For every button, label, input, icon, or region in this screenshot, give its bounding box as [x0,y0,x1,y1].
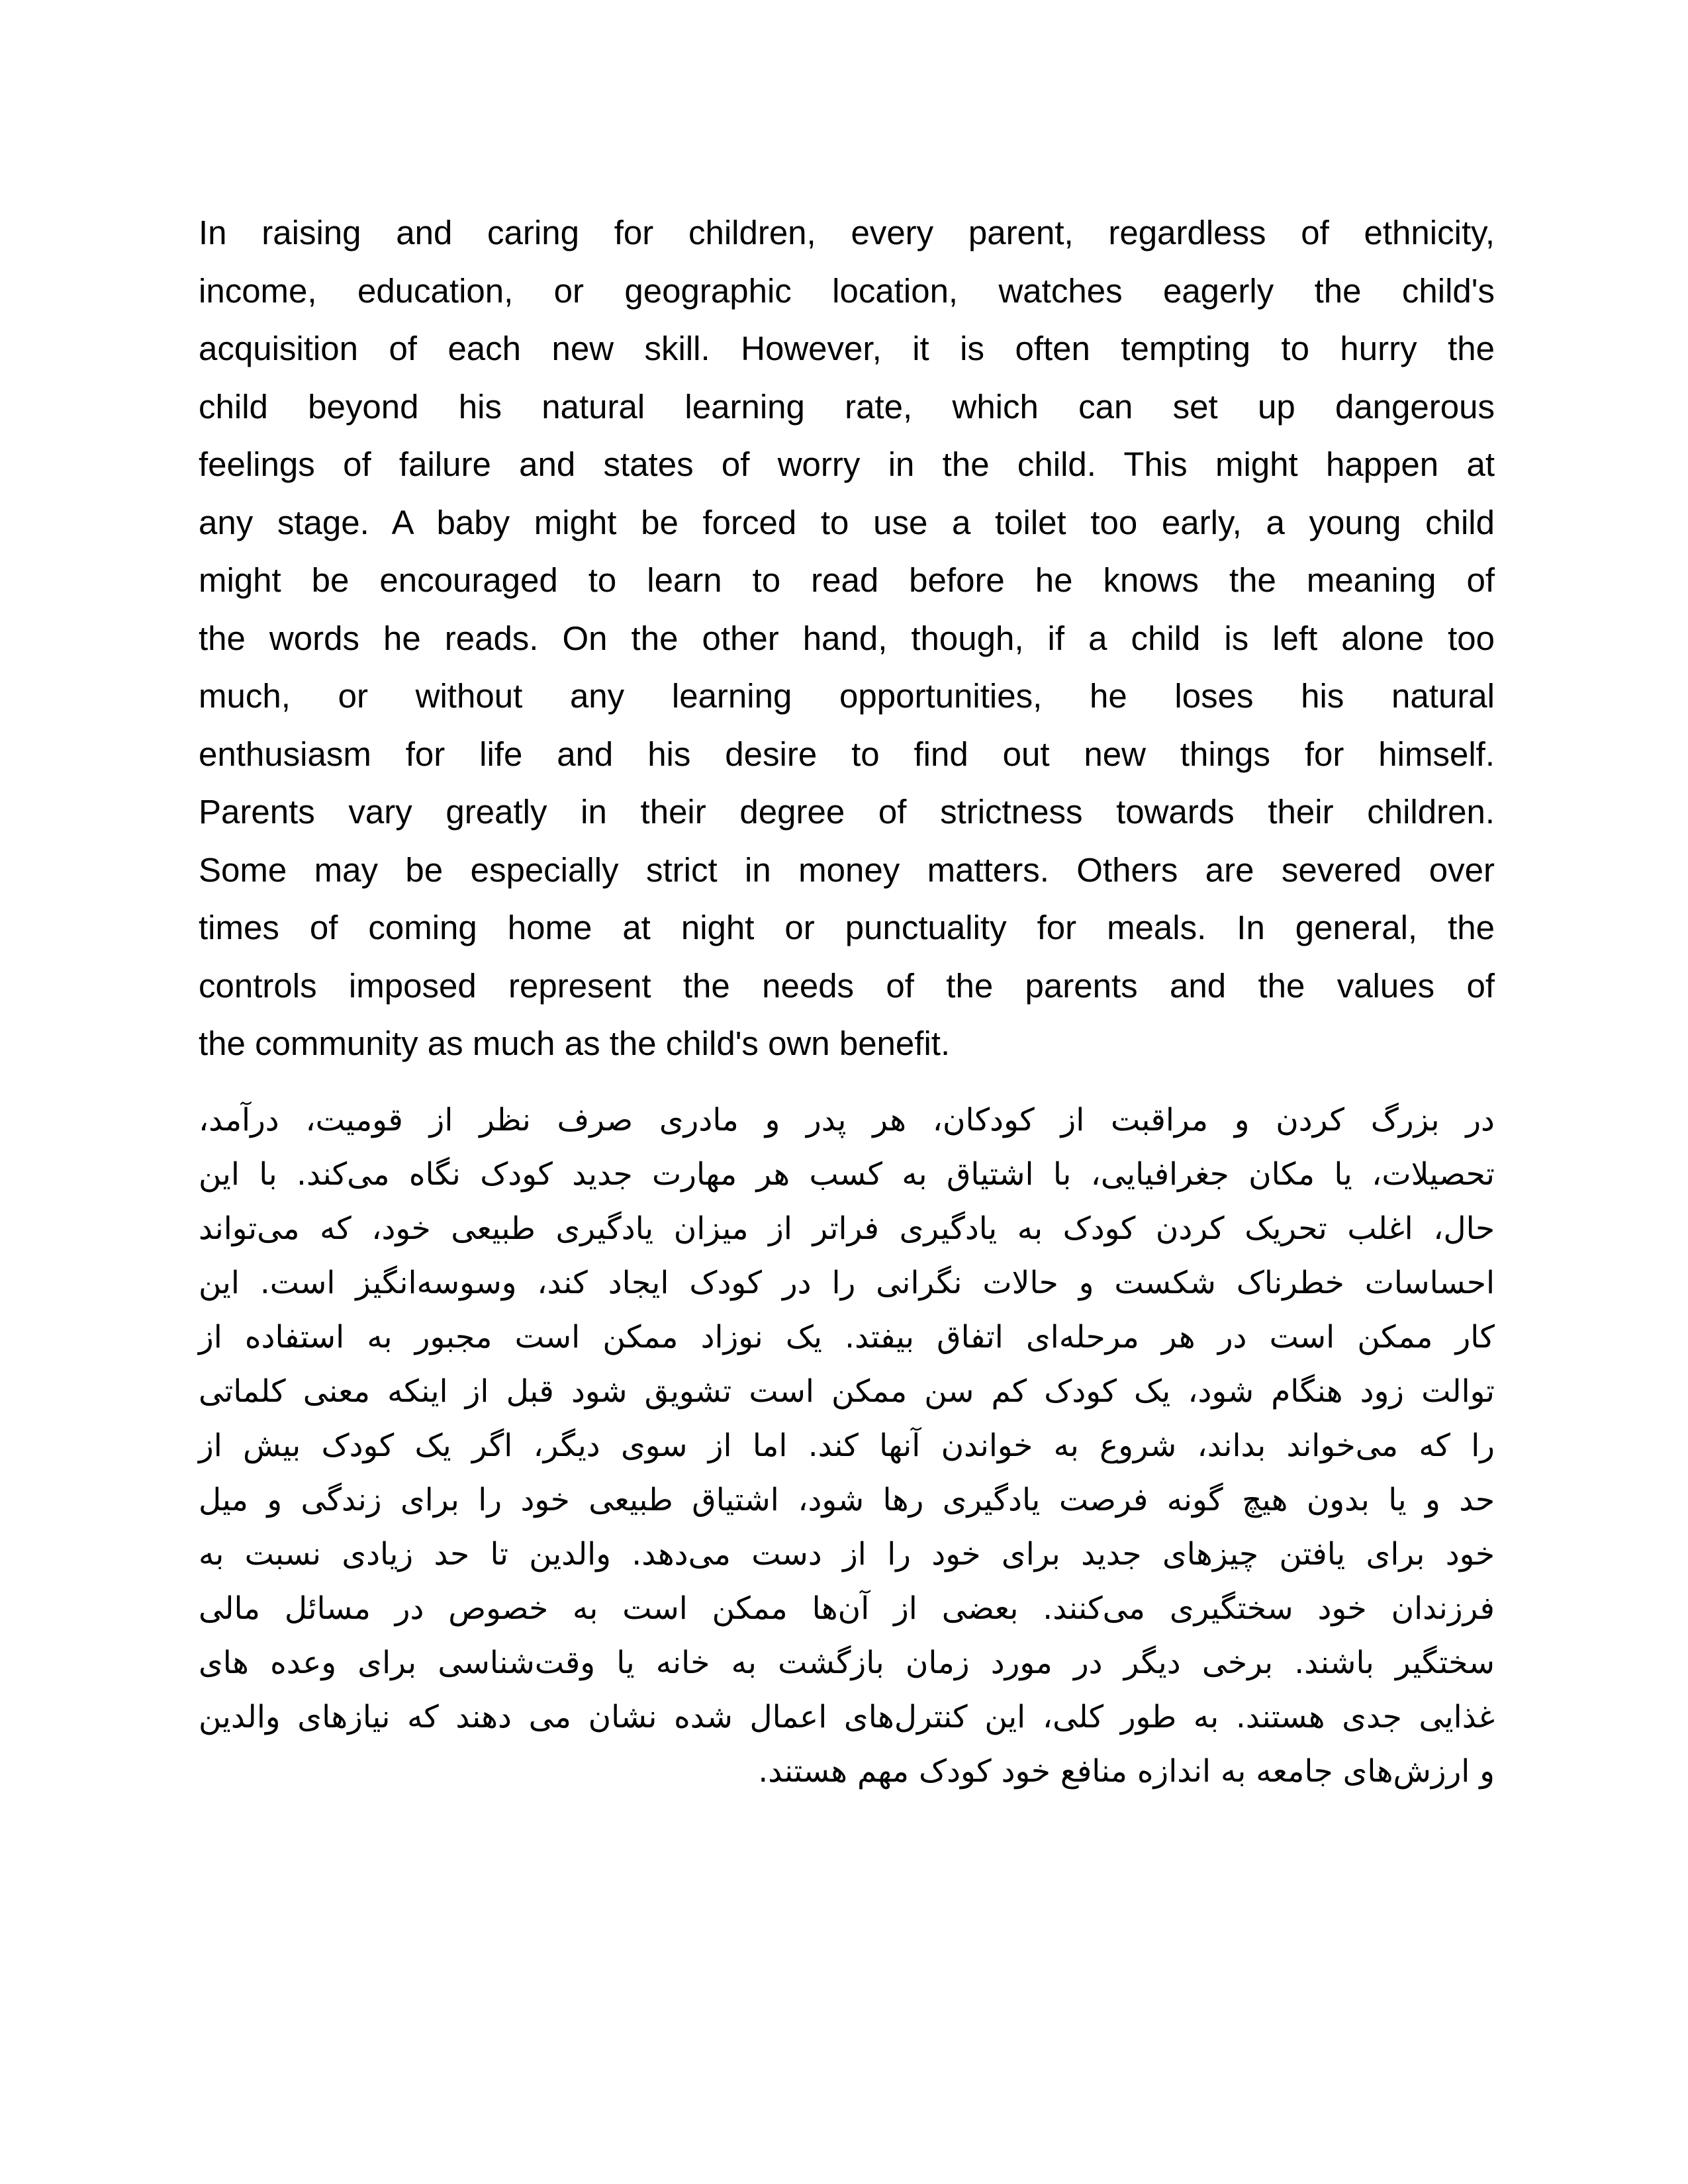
text-line: حال، اغلب تحریک کردن کودک به یادگیری فراتر از میزان یادگیری طبیعی خود، که می‌تواند [199,1210,1495,1247]
text-line: کار ممکن است در هر مرحله‌ای اتفاق بیفتد. یک نوزاد ممکن است مجبور به استفاده از [199,1319,1495,1355]
text-line: might be encouraged to learn to read before he knows the meaning of [199,561,1495,599]
text-line: سختگیر باشند. برخی دیگر در مورد زمان بازگشت به خانه یا وقت‌شناسی برای وعده های [199,1645,1495,1681]
text-line: controls imposed represent the needs of the parents and the values of [199,966,1495,1005]
text-line: Parents vary greatly in their degree of strictness towards their children. [199,793,1495,831]
text-line: در بزرگ کردن و مراقبت از کودکان، هر پدر و مادری صرف نظر از قومیت، درآمد، [199,1102,1495,1138]
text-line: را که می‌خواند بداند، شروع به خواندن آنها کند. اما از سوی دیگر، اگر یک کودک بیش از [199,1428,1495,1464]
text-line: income, education, or geographic location, watches eagerly the child's [199,271,1495,310]
text-line: غذایی جدی هستند. به طور کلی، این کنترل‌های اعمال شده نشان می دهند که نیازهای والدین [199,1699,1495,1735]
persian-paragraph [199,1093,1495,1799]
text-line: the community as much as the child's own benefit. [199,1024,951,1062]
text-line: خود برای یافتن چیزهای جدید برای خود را از دست می‌دهد. والدین تا حد زیادی نسبت به [199,1536,1495,1572]
text-line: توالت زود هنگام شود، یک کودک کم سن ممکن است تشویق شود قبل از اینکه معنی کلماتی [199,1373,1495,1410]
text-line: times of coming home at night or punctuality for meals. In general, the [199,909,1495,946]
text-line: feelings of failure and states of worry in the child. This might happen at [199,445,1495,483]
text-line: enthusiasm for life and his desire to find out new things for himself. [199,735,1495,773]
text-line: فرزندان خود سختگیری می‌کنند. بعضی از آن‌ها ممکن است به خصوص در مسائل مالی [199,1590,1495,1627]
text-line: تحصیلات، یا مکان جغرافیایی، با اشتیاق به کسب هر مهارت جدید کودک نگاه می‌کند. با این [199,1156,1495,1193]
english-paragraph [199,204,1495,1073]
text-line: child beyond his natural learning rate, which can set up dangerous [199,387,1495,426]
text-line: any stage. A baby might be forced to use a toilet too early, a young child [199,503,1495,541]
text-line: acquisition of each new skill. However, it is often tempting to hurry the [199,330,1495,367]
text-line: the words he reads. On the other hand, though, if a child is left alone too [199,619,1495,657]
text-line: و ارزش‌های جامعه به اندازه منافع خود کودک مهم هستند. [758,1753,1495,1790]
text-line: حد و یا بدون هیچ گونه فرصت یادگیری رها شود، اشتیاق طبیعی خود را برای زندگی و میل [199,1482,1495,1518]
text-line: Some may be especially strict in money matters. Others are severed over [199,850,1495,889]
text-line: In raising and caring for children, every parent, regardless of ethnicity, [199,214,1495,251]
text-line: احساسات خطرناک شکست و حالات نگرانی را در کودک ایجاد کند، وسوسه‌انگیز است. این [199,1265,1495,1301]
text-line: much, or without any learning opportunities, he loses his natural [199,677,1495,715]
